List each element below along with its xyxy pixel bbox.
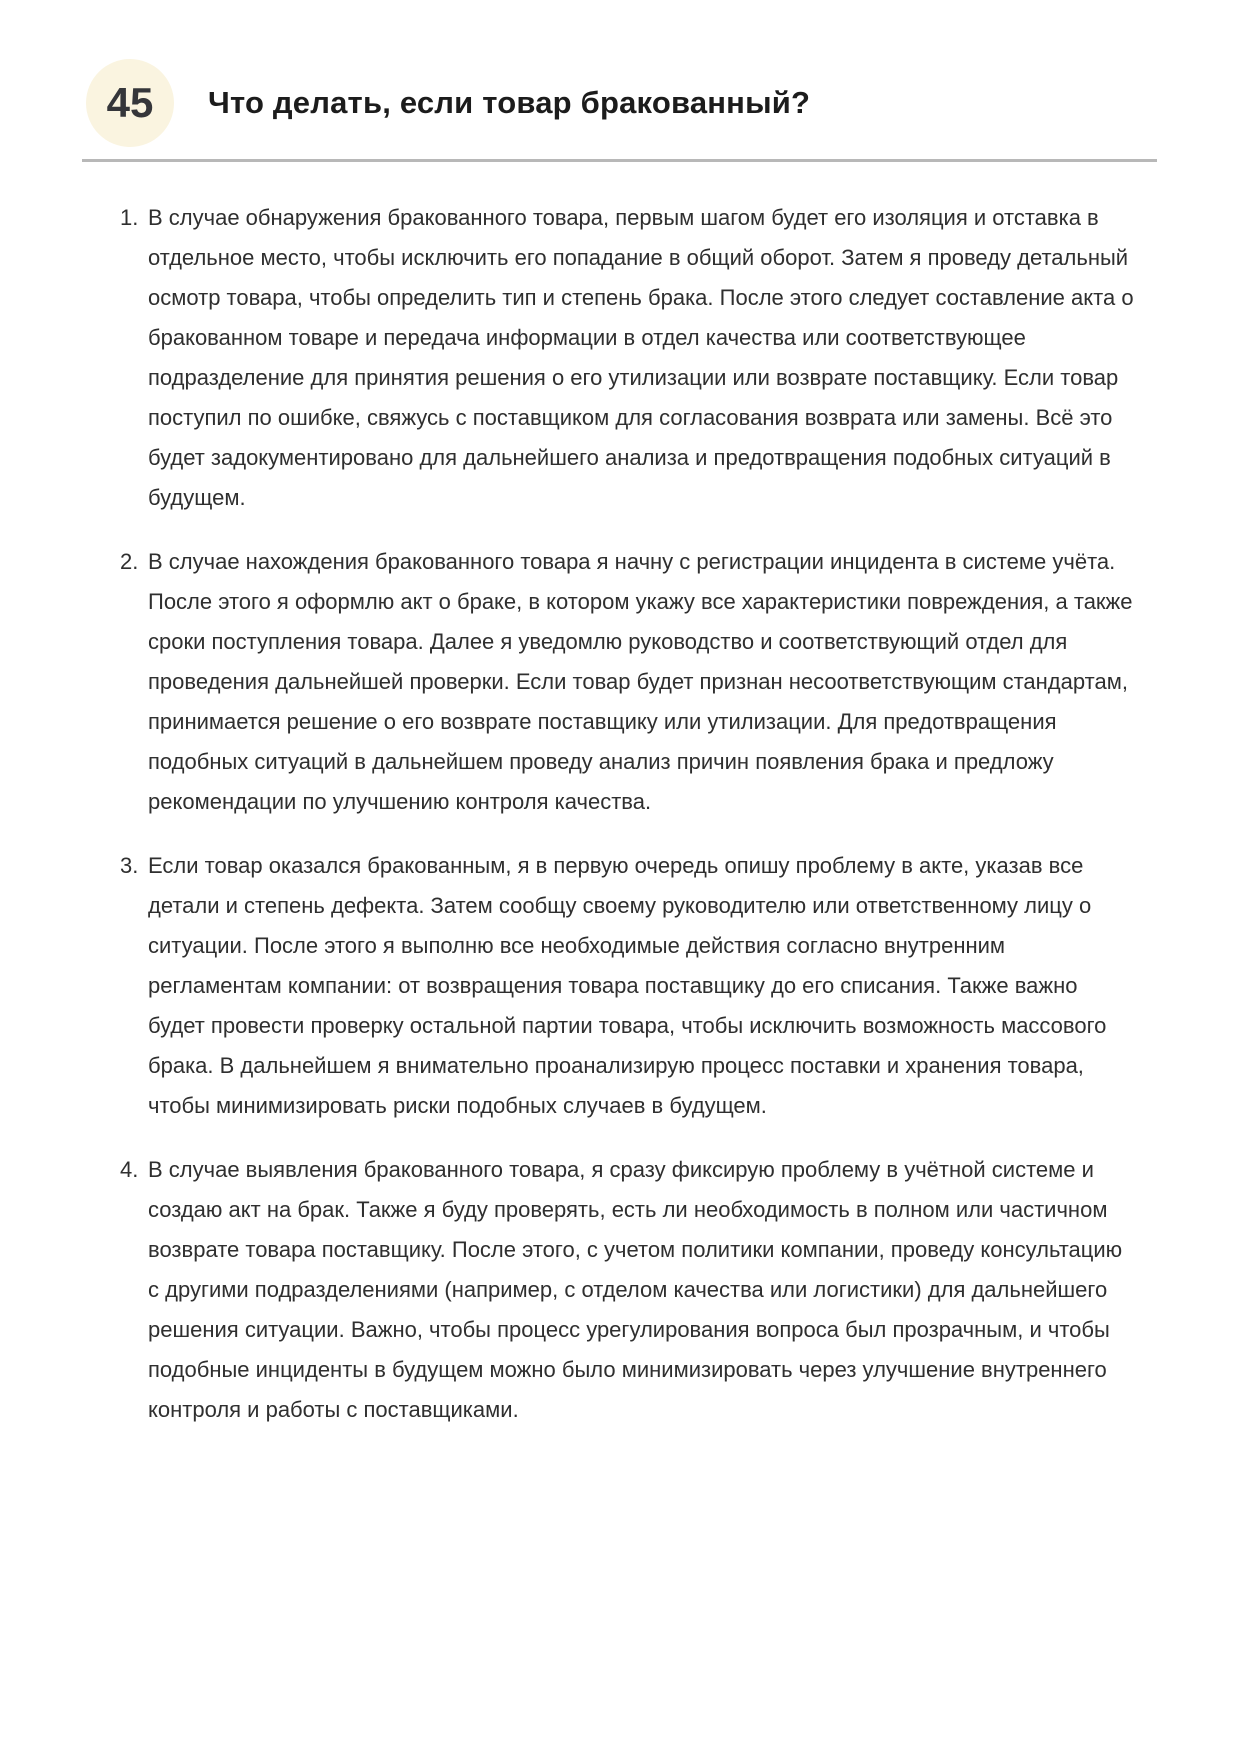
answer-item	[120, 198, 1140, 518]
answer-item	[120, 846, 1140, 1126]
question-header	[0, 0, 1239, 148]
page-title: Что делать, если товар бракованный?	[208, 85, 811, 120]
answer-item-text: В случае обнаружения бракованного товара, первым шагом будет его изоляция и отставка в отдельное место, чтобы исключить его попадание в общий оборот. Затем я проведу детальный осмотр товара, чтобы определить тип и степень брака. После этого следует составление акта о бракованном товаре и передача информации в отдел качества или соответствующее подразделение для принятия решения о его утилизации или возврате поставщику. Если товар поступил по ошибке, свяжусь с поставщиком для согласования возврата или замены. Всё это будет задокументировано для дальнейшего анализа и предотвращения подобных ситуаций в будущем.	[148, 205, 1134, 510]
answers-list	[120, 198, 1140, 1430]
answer-item	[120, 542, 1140, 822]
answer-item-number: 2.	[120, 549, 139, 574]
answer-item-number: 3.	[120, 853, 139, 878]
answer-item-text: Если товар оказался бракованным, я в первую очередь опишу проблему в акте, указав все детали и степень дефекта. Затем сообщу своему руководителю или ответственному лицу о ситуации. После этого я выполню все необходимые действия согласно внутренним регламентам компании: от возвращения товара поставщику до его списания. Также важно будет провести проверку остальной партии товара, чтобы исключить возможность массового брака. В дальнейшем я внимательно проанализирую процесс поставки и хранения товара, чтобы минимизировать риски подобных случаев в будущем.	[148, 853, 1107, 1118]
answer-item-text: В случае нахождения бракованного товара я начну с регистрации инцидента в системе учёта. После этого я оформлю акт о браке, в котором укажу все характеристики повреждения, а также сроки поступления товара. Далее я уведомлю руководство и соответствующий отдел для проведения дальнейшей проверки. Если товар будет признан несоответствующим стандартам, принимается решение о его возврате поставщику или утилизации. Для предотвращения подобных ситуаций в дальнейшем проведу анализ причин появления брака и предложу рекомендации по улучшению контроля качества.	[148, 549, 1133, 814]
answer-item-number: 4.	[120, 1157, 139, 1182]
answer-item-text: В случае выявления бракованного товара, я сразу фиксирую проблему в учётной системе и создаю акт на брак. Также я буду проверять, есть ли необходимость в полном или частичном возврате товара поставщику. После этого, с учетом политики компании, проведу консультацию с другими подразделениями (например, с отделом качества или логистики) для дальнейшего решения ситуации. Важно, чтобы процесс урегулирования вопроса был прозрачным, и чтобы подобные инциденты в будущем можно было минимизировать через улучшение внутреннего контроля и работы с поставщиками.	[148, 1157, 1123, 1422]
header-divider	[82, 159, 1157, 162]
question-number-badge: 45	[86, 59, 174, 147]
answer-item	[120, 1150, 1140, 1430]
answer-item-number: 1.	[120, 205, 139, 230]
